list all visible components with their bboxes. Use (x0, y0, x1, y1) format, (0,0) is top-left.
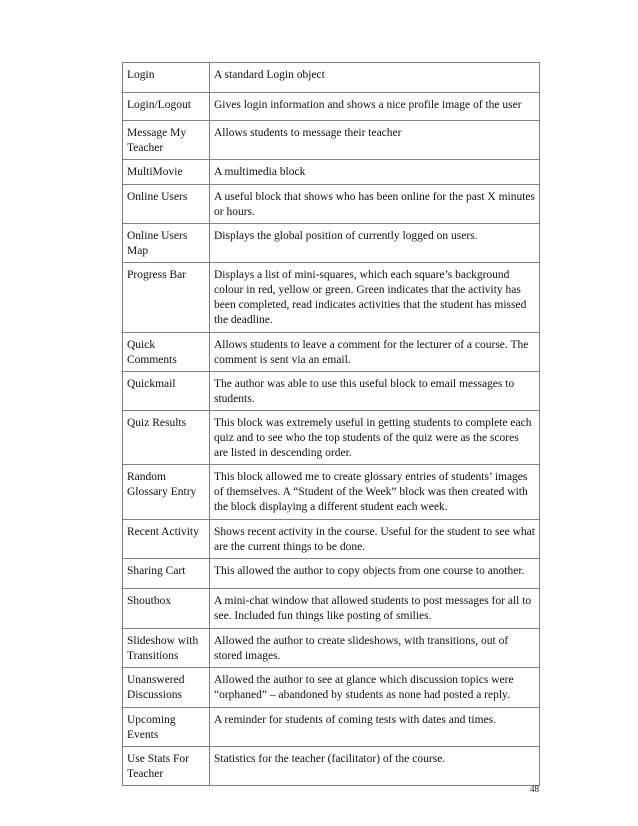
table-row (123, 63, 540, 93)
table-row (123, 629, 540, 668)
block-description-cell: Allows students to message their teacher (210, 121, 540, 160)
block-description-cell: Displays a list of mini-squares, which each square’s background colour in red, yellow or green. Green indicates that the activity has been completed, read indicates activities that the student has missed the deadline. (210, 263, 540, 333)
table-row (123, 465, 540, 520)
table-row (123, 93, 540, 121)
table-row (123, 121, 540, 160)
table-row (123, 372, 540, 411)
block-name-cell: Shoutbox (123, 589, 210, 629)
table-row (123, 185, 540, 224)
table-row (123, 520, 540, 559)
table-row (123, 333, 540, 372)
block-description-cell: A multimedia block (210, 160, 540, 185)
table-row (123, 668, 540, 708)
block-name-cell: Recent Activity (123, 520, 210, 559)
block-description-cell: A reminder for students of coming tests with dates and times. (210, 708, 540, 747)
block-name-cell: Use Stats For Teacher (123, 747, 210, 786)
block-description-cell: A standard Login object (210, 63, 540, 93)
block-description-cell: This block allowed me to create glossary entries of students’ images of themselves. A “Student of the Week” block was then created with the block displaying a different student each week. (210, 465, 540, 520)
block-name-cell: Slideshow with Transitions (123, 629, 210, 668)
table-row (123, 263, 540, 333)
block-description-cell: Allowed the author to create slideshows, with transitions, out of stored images. (210, 629, 540, 668)
block-description-cell: This block was extremely useful in getting students to complete each quiz and to see who the top students of the quiz were as the scores are listed in descending order. (210, 411, 540, 465)
block-name-cell: Online Users Map (123, 224, 210, 263)
table-row (123, 708, 540, 747)
block-name-cell: Quick Comments (123, 333, 210, 372)
block-name-cell: Progress Bar (123, 263, 210, 333)
block-name-cell: Online Users (123, 185, 210, 224)
block-name-cell: Upcoming Events (123, 708, 210, 747)
block-name-cell: Sharing Cart (123, 559, 210, 589)
page-number: 48 (530, 784, 539, 794)
block-description-cell: A mini-chat window that allowed students to post messages for all to see. Included fun things like posting of smilies. (210, 589, 540, 629)
blocks-table-body (123, 63, 540, 786)
block-description-cell: A useful block that shows who has been online for the past X minutes or hours. (210, 185, 540, 224)
block-name-cell: Login/Logout (123, 93, 210, 121)
blocks-table (122, 62, 540, 786)
block-description-cell: Displays the global position of currently logged on users. (210, 224, 540, 263)
table-row (123, 589, 540, 629)
table-row (123, 559, 540, 589)
block-name-cell: Quiz Results (123, 411, 210, 465)
table-row (123, 224, 540, 263)
block-description-cell: Statistics for the teacher (facilitator) of the course. (210, 747, 540, 786)
block-description-cell: This allowed the author to copy objects from one course to another. (210, 559, 540, 589)
block-description-cell: Shows recent activity in the course. Useful for the student to see what are the current things to be done. (210, 520, 540, 559)
block-name-cell: Unanswered Discussions (123, 668, 210, 708)
table-row (123, 160, 540, 185)
block-description-cell: Allowed the author to see at glance which discussion topics were “orphaned” – abandoned by students as none had posted a reply. (210, 668, 540, 708)
table-row (123, 747, 540, 786)
block-name-cell: Login (123, 63, 210, 93)
block-name-cell: Random Glossary Entry (123, 465, 210, 520)
block-description-cell: Allows students to leave a comment for the lecturer of a course. The comment is sent via an email. (210, 333, 540, 372)
block-description-cell: Gives login information and shows a nice profile image of the user (210, 93, 540, 121)
block-description-cell: The author was able to use this useful block to email messages to students. (210, 372, 540, 411)
table-row (123, 411, 540, 465)
block-name-cell: MultiMovie (123, 160, 210, 185)
block-name-cell: Message My Teacher (123, 121, 210, 160)
block-name-cell: Quickmail (123, 372, 210, 411)
